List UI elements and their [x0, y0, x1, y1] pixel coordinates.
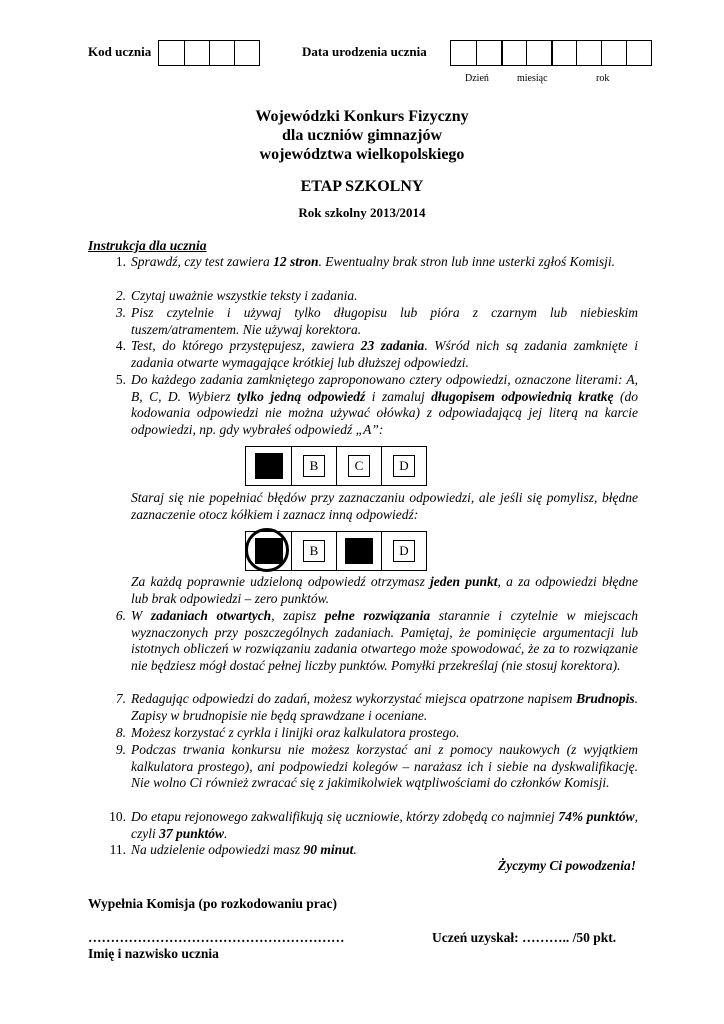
code-cell[interactable]	[184, 41, 209, 65]
year-cell[interactable]	[626, 41, 651, 65]
instruction-9: 9. Podczas trwania konkursu nie możesz korzystać ani z pomocy naukowych (z wyjątkiem kalkulatora prostego), ani podpowiedzi kolegów – narażasz ich i siebie na dyskwalifikację. Nie wolno Ci również zwracać się z jakimikolwiek wątpliwościami do członków Komisji.	[115, 742, 638, 791]
answer-example-correct	[245, 446, 427, 486]
month-cell[interactable]	[526, 41, 551, 65]
day-cell[interactable]	[476, 41, 501, 65]
month-caption: miesiąc	[517, 73, 548, 84]
year-cell[interactable]	[551, 41, 576, 65]
instruction-2: 2. Czytaj uważnie wszystkie teksty i zadania.	[115, 288, 358, 303]
birth-date-label: Data urodzenia ucznia	[302, 44, 427, 59]
filled-mark	[255, 453, 283, 479]
score-field[interactable]: Uczeń uzyskał: ……….. /50 pkt.	[432, 930, 617, 945]
answer-box-d: D	[381, 532, 426, 570]
answer-box-b: B	[291, 447, 336, 485]
code-cell[interactable]	[159, 41, 184, 65]
answer-box-d: D	[381, 447, 426, 485]
student-name-label: Imię i nazwisko ucznia	[88, 946, 219, 961]
year-cell[interactable]	[601, 41, 626, 65]
year-cell[interactable]	[576, 41, 601, 65]
instruction-10: 10. Do etapu rejonowego zakwalifikują się uczniowie, którzy zdobędą co najmniej 74% punktów, czyli 37 punktów.	[109, 809, 638, 841]
title-line-3: województwa wielkopolskiego	[259, 146, 465, 163]
day-caption: Dzień	[465, 73, 489, 84]
points-instruction: Za każdą poprawnie udzieloną odpowiedź otrzymasz jeden punkt, a za odpowiedzi błędne lub brak odpowiedzi – zero punktów.	[131, 574, 638, 606]
student-code-boxes[interactable]	[158, 40, 260, 66]
filled-mark	[345, 538, 373, 564]
good-luck-wish: Życzymy Ci powodzenia!	[498, 858, 636, 873]
title-line-2: dla uczniów gimnazjów	[282, 127, 442, 144]
student-code-label: Kod ucznia	[88, 44, 152, 59]
mistake-instruction: Staraj się nie popełniać błędów przy zaznaczaniu odpowiedzi, ale jeśli się pomylisz, błędne zaznaczenie otocz kółkiem i zaznacz inną odpowiedź:	[131, 490, 638, 522]
instructions-heading: Instrukcja dla ucznia	[88, 238, 207, 253]
instruction-6: 6. W zadaniach otwartych, zapisz pełne rozwiązania starannie i czytelnie w miejscach wyznaczonych przy poszczególnych zadaniach. Pamiętaj, że pominięcie argumentacji lub istotnych obliczeń w rozwiązaniu zadania otwartego może spowodować, że za to rozwiązanie nie będziesz mógł dostać pełnej liczby punktów. Pomyłki przekreślaj (nie stosuj korektora).	[115, 608, 639, 673]
code-cell[interactable]	[209, 41, 234, 65]
instruction-5: 5. Do każdego zadania zamkniętego zaproponowano cztery odpowiedzi, oznaczone literami: A, B, C, D. Wybierz tylko jedną odpowiedź i zamaluj długopisem odpowiednią kratkę (do kodowania odpowiedzi nie można używać ołówka) z odpowiadającą jej literą na karcie odpowiedzi, np. gdy wybrałeś odpowiedź „A”:	[115, 372, 638, 437]
student-name-line[interactable]: …………………………………………………	[88, 930, 345, 945]
answer-box-b: B	[291, 532, 336, 570]
instruction-11: 11. Na udzielenie odpowiedzi masz 90 minut.	[109, 842, 357, 857]
instruction-8: 8. Możesz korzystać z cyrkla i linijki oraz kalkulatora prostego.	[115, 725, 460, 740]
instruction-7: 7. Redagując odpowiedzi do zadań, możesz wykorzystać miejsca opatrzone napisem Brudnopis. Zapisy w brudnopisie nie będą sprawdzane i oceniane.	[115, 691, 638, 723]
school-year: Rok szkolny 2013/2014	[298, 205, 426, 220]
stage-title: ETAP SZKOLNY	[300, 178, 424, 195]
correction-circle	[245, 528, 289, 572]
year-caption: rok	[596, 73, 610, 84]
month-cell[interactable]	[501, 41, 526, 65]
instruction-1: 1. Sprawdź, czy test zawiera 12 stron. Ewentualny brak stron lub inne usterki zgłoś Komisji.	[115, 254, 616, 269]
day-cell[interactable]	[451, 41, 476, 65]
commission-label: Wypełnia Komisja (po rozkodowaniu prac)	[88, 896, 338, 911]
answer-box-c: C	[336, 447, 381, 485]
instruction-3: 3. Pisz czytelnie i używaj tylko długopisu lub pióra z czarnym lub niebieskim tuszem/atramentem. Nie używaj korektora.	[115, 305, 638, 337]
code-cell[interactable]	[234, 41, 259, 65]
answer-box-a	[246, 447, 291, 485]
birth-date-boxes[interactable]	[450, 40, 652, 66]
answer-box-c	[336, 532, 381, 570]
instruction-4: 4. Test, do którego przystępujesz, zawiera 23 zadania. Wśród nich są zadania zamknięte i zadania otwarte wymagające krótkiej lub dłuższej odpowiedzi.	[115, 338, 638, 370]
title-line-1: Wojewódzki Konkurs Fizyczny	[255, 108, 469, 125]
